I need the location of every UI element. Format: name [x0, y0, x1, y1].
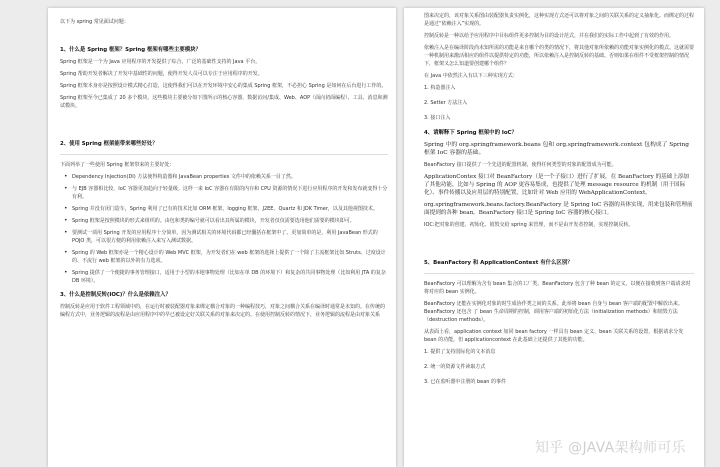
q3-paragraph: 控制反转是应用于软件工程领域中的，在运行时被装配器对象来绑定耦合对象的一种编程技巧，对象之间耦合关系在编译时通常是未知的。在传统的编程方式中，业务逻辑的流程是由应用程序中的早已被设定好关联关系的对象来决定的。在使用控制反转的情况下，业务逻辑的流程是由对象关系: [60, 304, 386, 318]
watermark: 知乎 @JAVA架构师可乐: [534, 440, 686, 456]
question-1-heading: 1、什么是 Spring 框架？Spring 框架有哪些主要模块？: [60, 47, 201, 53]
page-left-content: [60, 18, 388, 323]
context-features-list: [424, 348, 694, 386]
question-3-heading: 3、什么是控制反转(IOC)？什么是依赖注入？: [60, 292, 171, 298]
continued-paragraph: 依赖注入是在编译阶段尚未知所需的功能是来自哪个的类的情况下，将其他对象所依赖的功能对象实例化的模式。这就需要一种机制用来激活相应的组件以提供特定的功能，所以依赖注入是控制反转的基础。否则如果在组件不受框架控制的情况下，框架又怎么知道要创建哪个组件？: [424, 45, 695, 67]
list-item: 3. 接口注入: [424, 115, 451, 121]
list-item: 3. 已在监听器中注册的 bean 的事件: [424, 379, 507, 385]
list-item: • Spring 并没有闭门造车，Spring 利用了已有的技术比如 ORM 框架、logging 框架、J2EE、Quartz 和 JDK Timer，以及其他视图技术。: [60, 205, 388, 213]
divider: [424, 273, 694, 274]
list-item: 1. 构造器注入: [424, 85, 456, 91]
q4-paragraph: BeanFactory 接口提供了一个先进的配置机制，使得任何类型的对象的配置成为可能。: [424, 162, 617, 168]
q4-mono-text: Spring 中的 org.springframework.beans 包和 org.springframework.context 包构成了 Spring 框架 IoC 容器的基础。: [424, 142, 689, 156]
divider: [60, 154, 388, 155]
q1-paragraph: Spring 框架本身亦是按照设计模式精心打造，这使得我们可以在开发环境中安心的集成 Spring 框架，不必担心 Spring 是如何在后台进行工作的。: [60, 83, 387, 89]
q5-paragraph: BeanFactory 可以理解为含有 bean 集合的工厂类。BeanFactory 包含了种 bean 的定义，以便在接收到客户端请求时将对应的 bean 实例化。: [424, 281, 691, 295]
question-2-heading: 2、使用 Spring 框架能带来哪些好处？: [60, 141, 158, 147]
q5-paragraph: BeanFactory 还能在实例化对象的时生成协作类之间的关系。此举将 bean 自身与 bean 客户端的配置中解放出来。BeanFactory 还包含 了 bean 生命周期的控制，调用客户端的初始化方法（initialization methods）和销毁方法（destruction methods）。: [424, 301, 683, 323]
q1-paragraph: Spring 框架是一个为 Java 应用程序的开发提供了综合、广泛的基础性支持的 Java 平台。: [60, 59, 261, 65]
list-item: • 要测试一项用 Spring 开发的应用程序十分简单，因为测试相关的环境代码都已经囊括在框架中了。更加简单的是，利用 JavaBean 形式的 POJO 类，可以很方便的利用依赖注入来写入测试数据。: [60, 229, 388, 245]
question-5-heading: 5、BeanFactory 和 ApplicationContext 有什么区别？: [424, 260, 573, 266]
q1-paragraph: Spring 框架至今已集成了 20 多个模块。这些模块主要被分如下图所示的核心容器、数据访问/集成、Web、AOP（面向切面编程）、工具、消息和测试模块。: [60, 95, 388, 109]
document-page-left: [48, 8, 396, 467]
document-page-right: [404, 8, 704, 467]
benefits-list: [60, 173, 388, 285]
q4-paragraph: IOC:把对象的创建、初始化、销毁交给 spring 来管理，而不是由开发者控制，实现控制反转。: [424, 222, 634, 228]
continued-paragraph: 控制反转是一种以给予应用程序中目标组件更多控制为目的设计范式，并在我们的实际工作中起到了有效的作用。: [424, 33, 675, 39]
list-item: • 与 EJB 容器相比较，IoC 容器更加趋向于轻量级。这样一来 IoC 容器在有限的内存和 CPU 资源的情况下进行应用程序的开发和发布就变得十分有利。: [60, 185, 388, 201]
page-right-content: [424, 12, 694, 393]
list-item: 1. 提供了支持国际化的文本消息: [424, 349, 496, 355]
list-item: • Spring 的 Web 框架亦是一个精心设计的 Web MVC 框架，为开发者们在 web 框架的选择上提供了一个除了主流框架比如 Struts、过度设计的、不流行 web 框架的以外的有力选项。: [60, 249, 388, 265]
list-item: • Spring 提供了一个便捷的事务管理接口，适用于小型的本地事物处理（比如在单 DB 的环境下）和复杂的共同事物处理（比如利用 JTA 的复杂 DB 环境）。: [60, 269, 388, 285]
q2-lead: 下面列举了一些使用 Spring 框架带来的主要好处：: [60, 162, 175, 168]
question-4-heading: 4、请解释下 Spring 框架中的 IoC？: [424, 130, 517, 136]
intro-text: 以下为 spring 常见面试问题：: [60, 19, 129, 25]
injection-ways-list: [424, 84, 694, 122]
list-item: 2. 统一的资源文件读取方式: [424, 364, 486, 370]
continued-paragraph: 在 Java 中依然注入有以下三种实现方式：: [424, 73, 518, 79]
q5-paragraph: 从表面上看，application context 如同 bean factory 一样具有 bean 定义、bean 关联关系的设置，根据请求分发 bean 的功能。但 applicationcontext 在此基础上还提供了其他的功能。: [424, 329, 684, 343]
list-item: 2. Setter 方法注入: [424, 100, 468, 106]
q1-paragraph: Spring 帮助开发者解决了开发中基础性的问题，使得开发人员可以专注于应用程序的开发。: [60, 71, 263, 77]
list-item: • Dependency Injection(DI) 方法使得构造器和 JavaBean properties 文件中的依赖关系一目了然。: [60, 173, 388, 181]
list-item: • Spring 框架是按照模块的形式来组织的。由包和类的编号就可以看出其所属的模块，开发者仅仅需要选用他们需要的模块即可。: [60, 217, 388, 225]
q4-mono-text: ApplicationContex 接口对 BeanFactory（是一个子接口）进行了扩展，在 BeanFactory 的基础上添加了其他功能，比如与 Spring 的 AOP 更容易集成，也提供了处理 message resource 的机制（用于国际化）、事件传播以及应用层的特别配置，比如针对 Web 应用的 WebApplicationContext。: [424, 174, 690, 196]
q4-mono-text: org.springframework.beans.factory.BeanFactory 是 Spring IoC 容器的具体实现，用来包装和管理前面提到的各种 bean。BeanFactory 接口是 Spring IoC 容器的核心接口。: [424, 202, 693, 216]
continued-paragraph: 图来决定的，该对象关系图由装配器负责实例化，这种实现方式还可以将对象之间的关联关系的定义抽象化。而绑定的过程是通过“依赖注入”实现的。: [424, 13, 695, 27]
